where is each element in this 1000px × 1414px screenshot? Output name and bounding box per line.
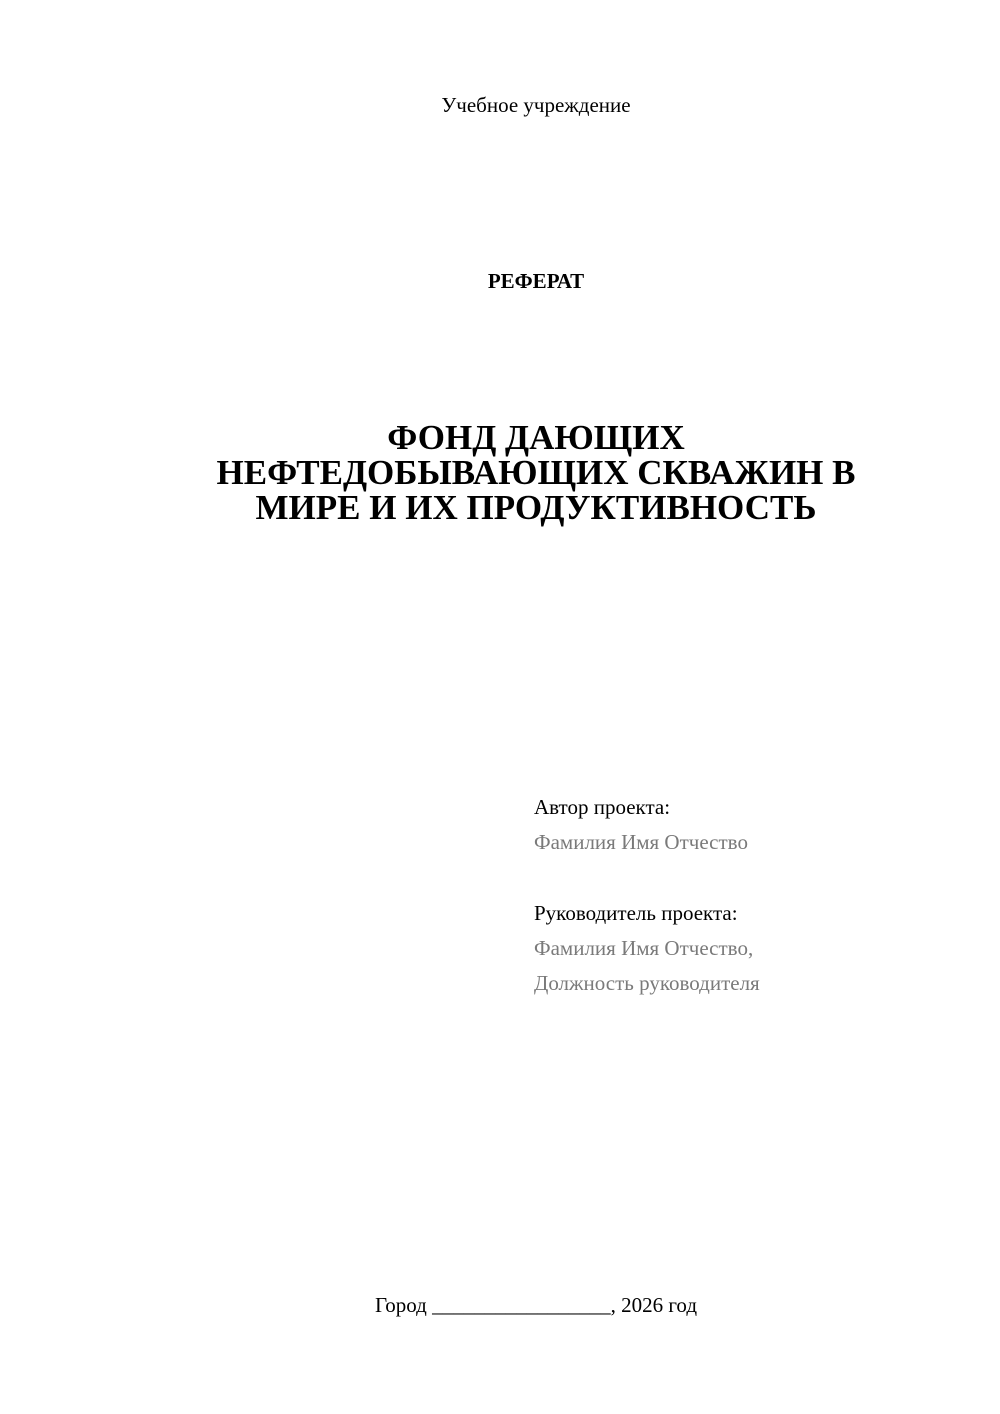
title-line: ФОНД ДАЮЩИХ	[387, 418, 685, 457]
city-year-line: Город _________________, 2026 год	[374, 1293, 698, 1317]
supervisor-label: Руководитель проекта:	[534, 901, 738, 925]
title-line: НЕФТЕДОБЫВАЮЩИХ СКВАЖИН В	[216, 453, 856, 492]
institution-name: Учебное учреждение	[441, 93, 631, 117]
author-name: Фамилия Имя Отчество	[534, 830, 748, 854]
document-title	[150, 420, 922, 525]
credits-block	[534, 790, 760, 1001]
title-line: МИРЕ И ИХ ПРОДУКТИВНОСТЬ	[255, 488, 817, 527]
author-label: Автор проекта:	[534, 795, 671, 819]
supervisor-name: Фамилия Имя Отчество,	[534, 936, 754, 960]
supervisor-position: Должность руководителя	[534, 971, 760, 995]
document-type: РЕФЕРАТ	[487, 269, 585, 293]
